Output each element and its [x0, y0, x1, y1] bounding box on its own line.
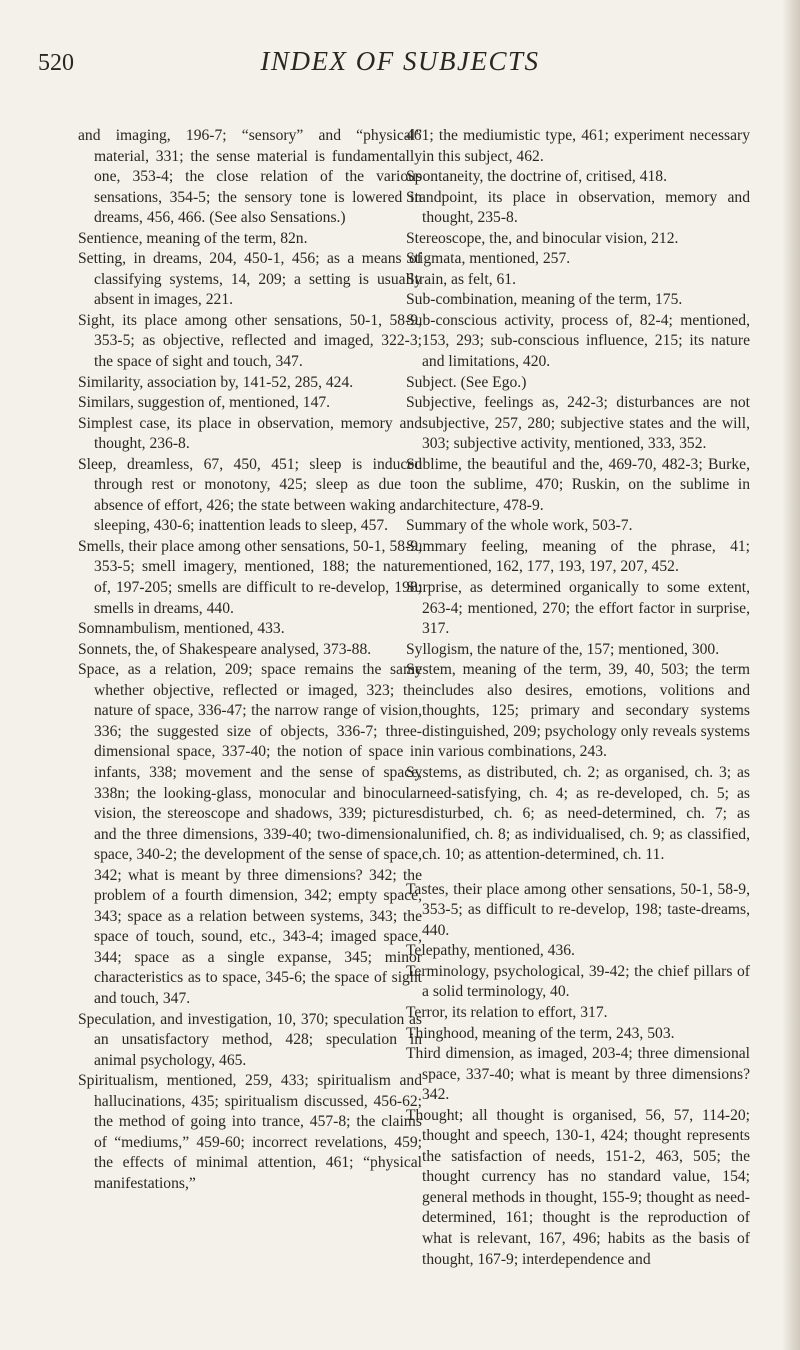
index-entry: Thinghood, meaning of the term, 243, 503.: [406, 1024, 675, 1042]
index-entry: Third dimension, as imaged, 203-4; three dimensional space, 337-40; what is meant by three dimensions? 342.: [406, 1045, 750, 1104]
index-entry: Speculation, and investigation, 10, 370; speculation as an unsatisfactory method, 428; speculation in animal psychology, 465.: [78, 1010, 422, 1069]
index-entry: Sleep, dreamless, 67, 450, 451; sleep is induced through rest or monotony, 425; sleep as due to absence of effort, 426; the state between waking and sleeping, 430-6; inattention leads to sleep, 457.: [78, 455, 422, 535]
index-entry: Tastes, their place among other sensations, 50-1, 58-9, 353-5; as difficult to re-develop, 198; taste-dreams, 440.: [406, 880, 750, 939]
index-entry: Syllogism, the nature of the, 157; mentioned, 300.: [406, 640, 720, 658]
index-entry: Terminology, psychological, 39-42; the chief pillars of a solid terminology, 40.: [406, 962, 750, 1001]
index-entry: Surprise, as determined organically to some extent, 263-4; mentioned, 270; the effort factor in surprise, 317.: [406, 579, 750, 638]
index-entry: System, meaning of the term, 39, 40, 503; the term includes also desires, emotions, volitions and thoughts, 125; primary and secondary systems distinguished, 209; psychology only reveals systems in various combinations, 243.: [406, 661, 750, 761]
index-entry: and imaging, 196-7; “sensory” and “physical” material, 331; the sense material is fundamentally one, 353-4; the close relation of the various sensations, 354-5; the sensory tone is lowered in dreams, 456, 466. (See also Sensations.): [78, 127, 422, 227]
index-entry: Sublime, the beautiful and the, 469-70, 482-3; Burke, on the sublime, 470; Ruskin, on the sublime in architecture, 478-9.: [406, 455, 750, 514]
index-entry: Summary feeling, meaning of the phrase, 41; mentioned, 162, 177, 193, 197, 207, 452.: [406, 537, 750, 576]
running-head: INDEX OF SUBJECTS: [260, 46, 540, 76]
index-entry: Summary of the whole work, 503-7.: [406, 517, 633, 535]
index-entry: Standpoint, its place in observation, memory and thought, 235-8.: [406, 188, 750, 227]
index-column-left: [78, 126, 422, 1194]
page-edge-shadow: [782, 0, 800, 1350]
index-entry: Sight, its place among other sensations, 50-1, 58-9, 353-5; as objective, reflected and imaged, 322-3; the space of sight and touch, 347.: [78, 311, 422, 371]
page-number: 520: [38, 50, 74, 76]
index-entry: Subjective, feelings as, 242-3; disturbances are not subjective, 257, 280; subjective states and the will, 303; subjective activity, mentioned, 333, 352.: [406, 394, 750, 453]
index-entry: Terror, its relation to effort, 317.: [406, 1003, 608, 1021]
index-entry: Simplest case, its place in observation, memory and thought, 236-8.: [78, 414, 422, 453]
index-entry: Stereoscope, the, and binocular vision, 212.: [406, 229, 679, 247]
index-entry: Telepathy, mentioned, 436.: [406, 942, 575, 960]
index-entry: Sub-conscious activity, process of, 82-4; mentioned, 153, 293; sub-conscious influence, 215; its nature and limitations, 420.: [406, 311, 750, 371]
index-entry: Spiritualism, mentioned, 259, 433; spiritualism and hallucinations, 435; spiritualism discussed, 456-62; the method of going into trance, 457-8; the claims of “mediums,” 459-60; incorrect revelations, 459; the effects of minimal attention, 461; “physical manifestations,”: [78, 1072, 422, 1192]
index-entry: Somnambulism, mentioned, 433.: [78, 620, 285, 638]
index-entry: 461; the mediumistic type, 461; experiment necessary in this subject, 462.: [406, 127, 750, 165]
index-entry: Similars, suggestion of, mentioned, 147.: [78, 394, 331, 412]
index-entry: Sub-combination, meaning of the term, 175.: [406, 291, 683, 309]
index-entry: Thought; all thought is organised, 56, 57, 114-20; thought and speech, 130-1, 424; thought represents the satisfaction of needs, 151-2, 463, 505; the thought currency has no standard value, 154; general methods in thought, 155-9; thought as need-determined, 161; thought is the reproduction of what is relevant, 167, 496; habits as the basis of thought, 167-9; interdependence and: [406, 1106, 750, 1268]
index-entry: Smells, their place among other sensations, 50-1, 58-9, 353-5; smell imagery, mentioned, 188; the nature of, 197-205; smells are difficult to re-develop, 198; smells in dreams, 440.: [78, 537, 422, 617]
index-entry: Sonnets, the, of Shakespeare analysed, 373-88.: [78, 640, 372, 658]
index-entry: Setting, in dreams, 204, 450-1, 456; as a means of classifying systems, 14, 209; a setting is usually absent in images, 221.: [78, 250, 422, 309]
index-entry: Spontaneity, the doctrine of, critised, 418.: [406, 168, 667, 186]
index-entry: Sentience, meaning of the term, 82n.: [78, 229, 308, 247]
index-entry: Similarity, association by, 141-52, 285, 424.: [78, 373, 354, 391]
index-entry: Subject. (See Ego.): [406, 373, 527, 391]
index-entry: Space, as a relation, 209; space remains the same whether objective, reflected or imaged, 323; the nature of space, 336-47; the narrow range of vision, 336; the suggested size of objects, 336-7; three-dimensional space, 337-40; the notion of space in infants, 338; movement and the sense of space, 338n; the looking-glass, monocular and binocular vision, the stereoscope and shadows, 339; pictures and the three dimensions, 339-40; two-dimensional space, 340-2; the development of the sense of space, 342; what is meant by three dimensions? 342; the problem of a fourth dimension, 342; empty space, 343; space as a relation between systems, 343; the space of touch, sound, etc., 343-4; imaged space, 344; space as a single expanse, 345; minor characteristics as to space, 345-6; the space of sight and touch, 347.: [78, 661, 422, 1007]
page-header: [38, 46, 762, 82]
index-entry: Stigmata, mentioned, 257.: [406, 250, 571, 268]
index-entry: Strain, as felt, 61.: [406, 270, 517, 288]
index-entry: Systems, as distributed, ch. 2; as organised, ch. 3; as need-satisfying, ch. 4; as re-developed, ch. 5; as disturbed, ch. 6; as need-determined, ch. 7; as unified, ch. 8; as individualised, ch. 9; as classified, ch. 10; as attention-determined, ch. 11.: [406, 763, 750, 864]
index-column-right: [406, 126, 750, 1270]
